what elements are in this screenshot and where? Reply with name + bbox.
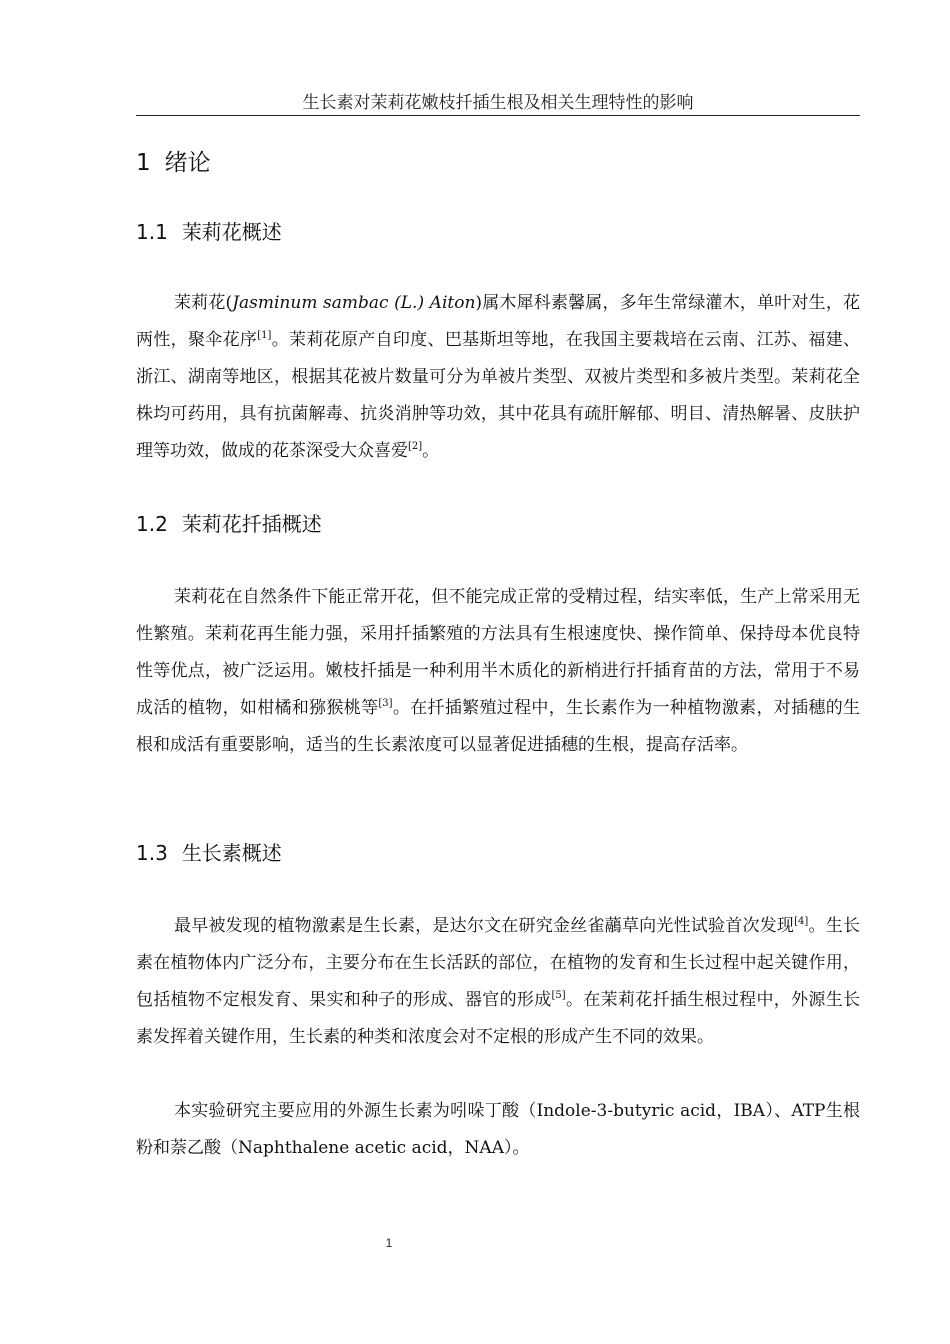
chapter-heading: [136, 148, 211, 178]
paragraph-jasmine-overview: [136, 285, 860, 470]
citation-ref: [2]: [408, 441, 423, 452]
text-run: 。生长素在植物体内广泛分布，主要分布在生长活跃的部位，在植物的发育和生长过程中起关键作用，包括植物不定根发育、果实和种子的形成、器官的形成: [136, 916, 861, 1010]
running-header: 生长素对茉莉花嫩枝扦插生根及相关生理特性的影响: [136, 92, 860, 116]
section-title: 茉莉花扦插概述: [181, 512, 322, 536]
section-number: 1.3: [136, 841, 168, 865]
section-number: 1.1: [136, 220, 168, 244]
text-run: 。茉莉花原产自印度、巴基斯坦等地，在我国主要栽培在云南、江苏、福建、浙江、湖南等地区，根据其花被片数量可分为单被片类型、双被片类型和多被片类型。茉莉花全株均可药用，具有抗菌解毒、抗炎消肿等功效，其中花具有疏肝解郁、明目、清热解暑、皮肤护理等功效，做成的花茶深受大众喜爱: [136, 330, 861, 461]
text-run: 本实验研究主要应用的外源生长素为吲哚丁酸（Indole-3-butyric acid，IBA）、ATP生根粉和萘乙酸（Naphthalene acetic acid，NAA）。: [136, 1101, 860, 1158]
citation-ref: [4]: [794, 916, 809, 927]
section-heading-1-2: [136, 510, 322, 538]
citation-ref: [5]: [551, 990, 566, 1001]
citation-ref: [1]: [257, 330, 272, 341]
text-run: 茉莉花在自然条件下能正常开花，但不能完成正常的受精过程，结实率低，生产上常采用无性繁殖。茉莉花再生能力强，采用扦插繁殖的方法具有生根速度快、操作简单、保持母本优良特性等优点，被广泛运用。嫩枝扦插是一种利用半木质化的新梢进行扦插育苗的方法，常用于不易成活的植物，如柑橘和猕猴桃等: [136, 587, 860, 718]
section-title: 茉莉花概述: [181, 220, 282, 244]
text-run: 最早被发现的植物激素是生长素，是达尔文在研究金丝雀虉草向光性试验首次发现: [174, 916, 795, 936]
section-number: 1.2: [136, 512, 168, 536]
chapter-number: 1: [136, 150, 151, 176]
scientific-name: Jasminum sambac (L.) Aiton: [232, 293, 476, 313]
chapter-title: 绪论: [164, 150, 211, 176]
section-heading-1-3: [136, 839, 282, 867]
section-heading-1-1: [136, 218, 282, 246]
citation-ref: [3]: [378, 698, 393, 709]
text-run: 。: [422, 441, 440, 461]
paragraph-cutting-overview: [136, 579, 860, 764]
text-run: 茉莉花(: [174, 293, 233, 313]
section-title: 生长素概述: [181, 841, 282, 865]
paragraph-experiment-auxins: [136, 1093, 860, 1167]
paragraph-auxin-overview: [136, 908, 860, 1056]
text-run: 。在扦插繁殖过程中，生长素作为一种植物激素，对插穗的生根和成活有重要影响，适当的生长素浓度可以显著促进插穗的生根，提高存活率。: [136, 698, 861, 755]
page-number: 1: [385, 1236, 393, 1250]
text-run: 。在茉莉花扦插生根过程中，外源生长素发挥着关键作用，生长素的种类和浓度会对不定根的形成产生不同的效果。: [136, 990, 861, 1047]
text-run: )属木犀科素馨属，多年生常绿灌木，单叶对生，花两性，聚伞花序: [136, 293, 861, 350]
